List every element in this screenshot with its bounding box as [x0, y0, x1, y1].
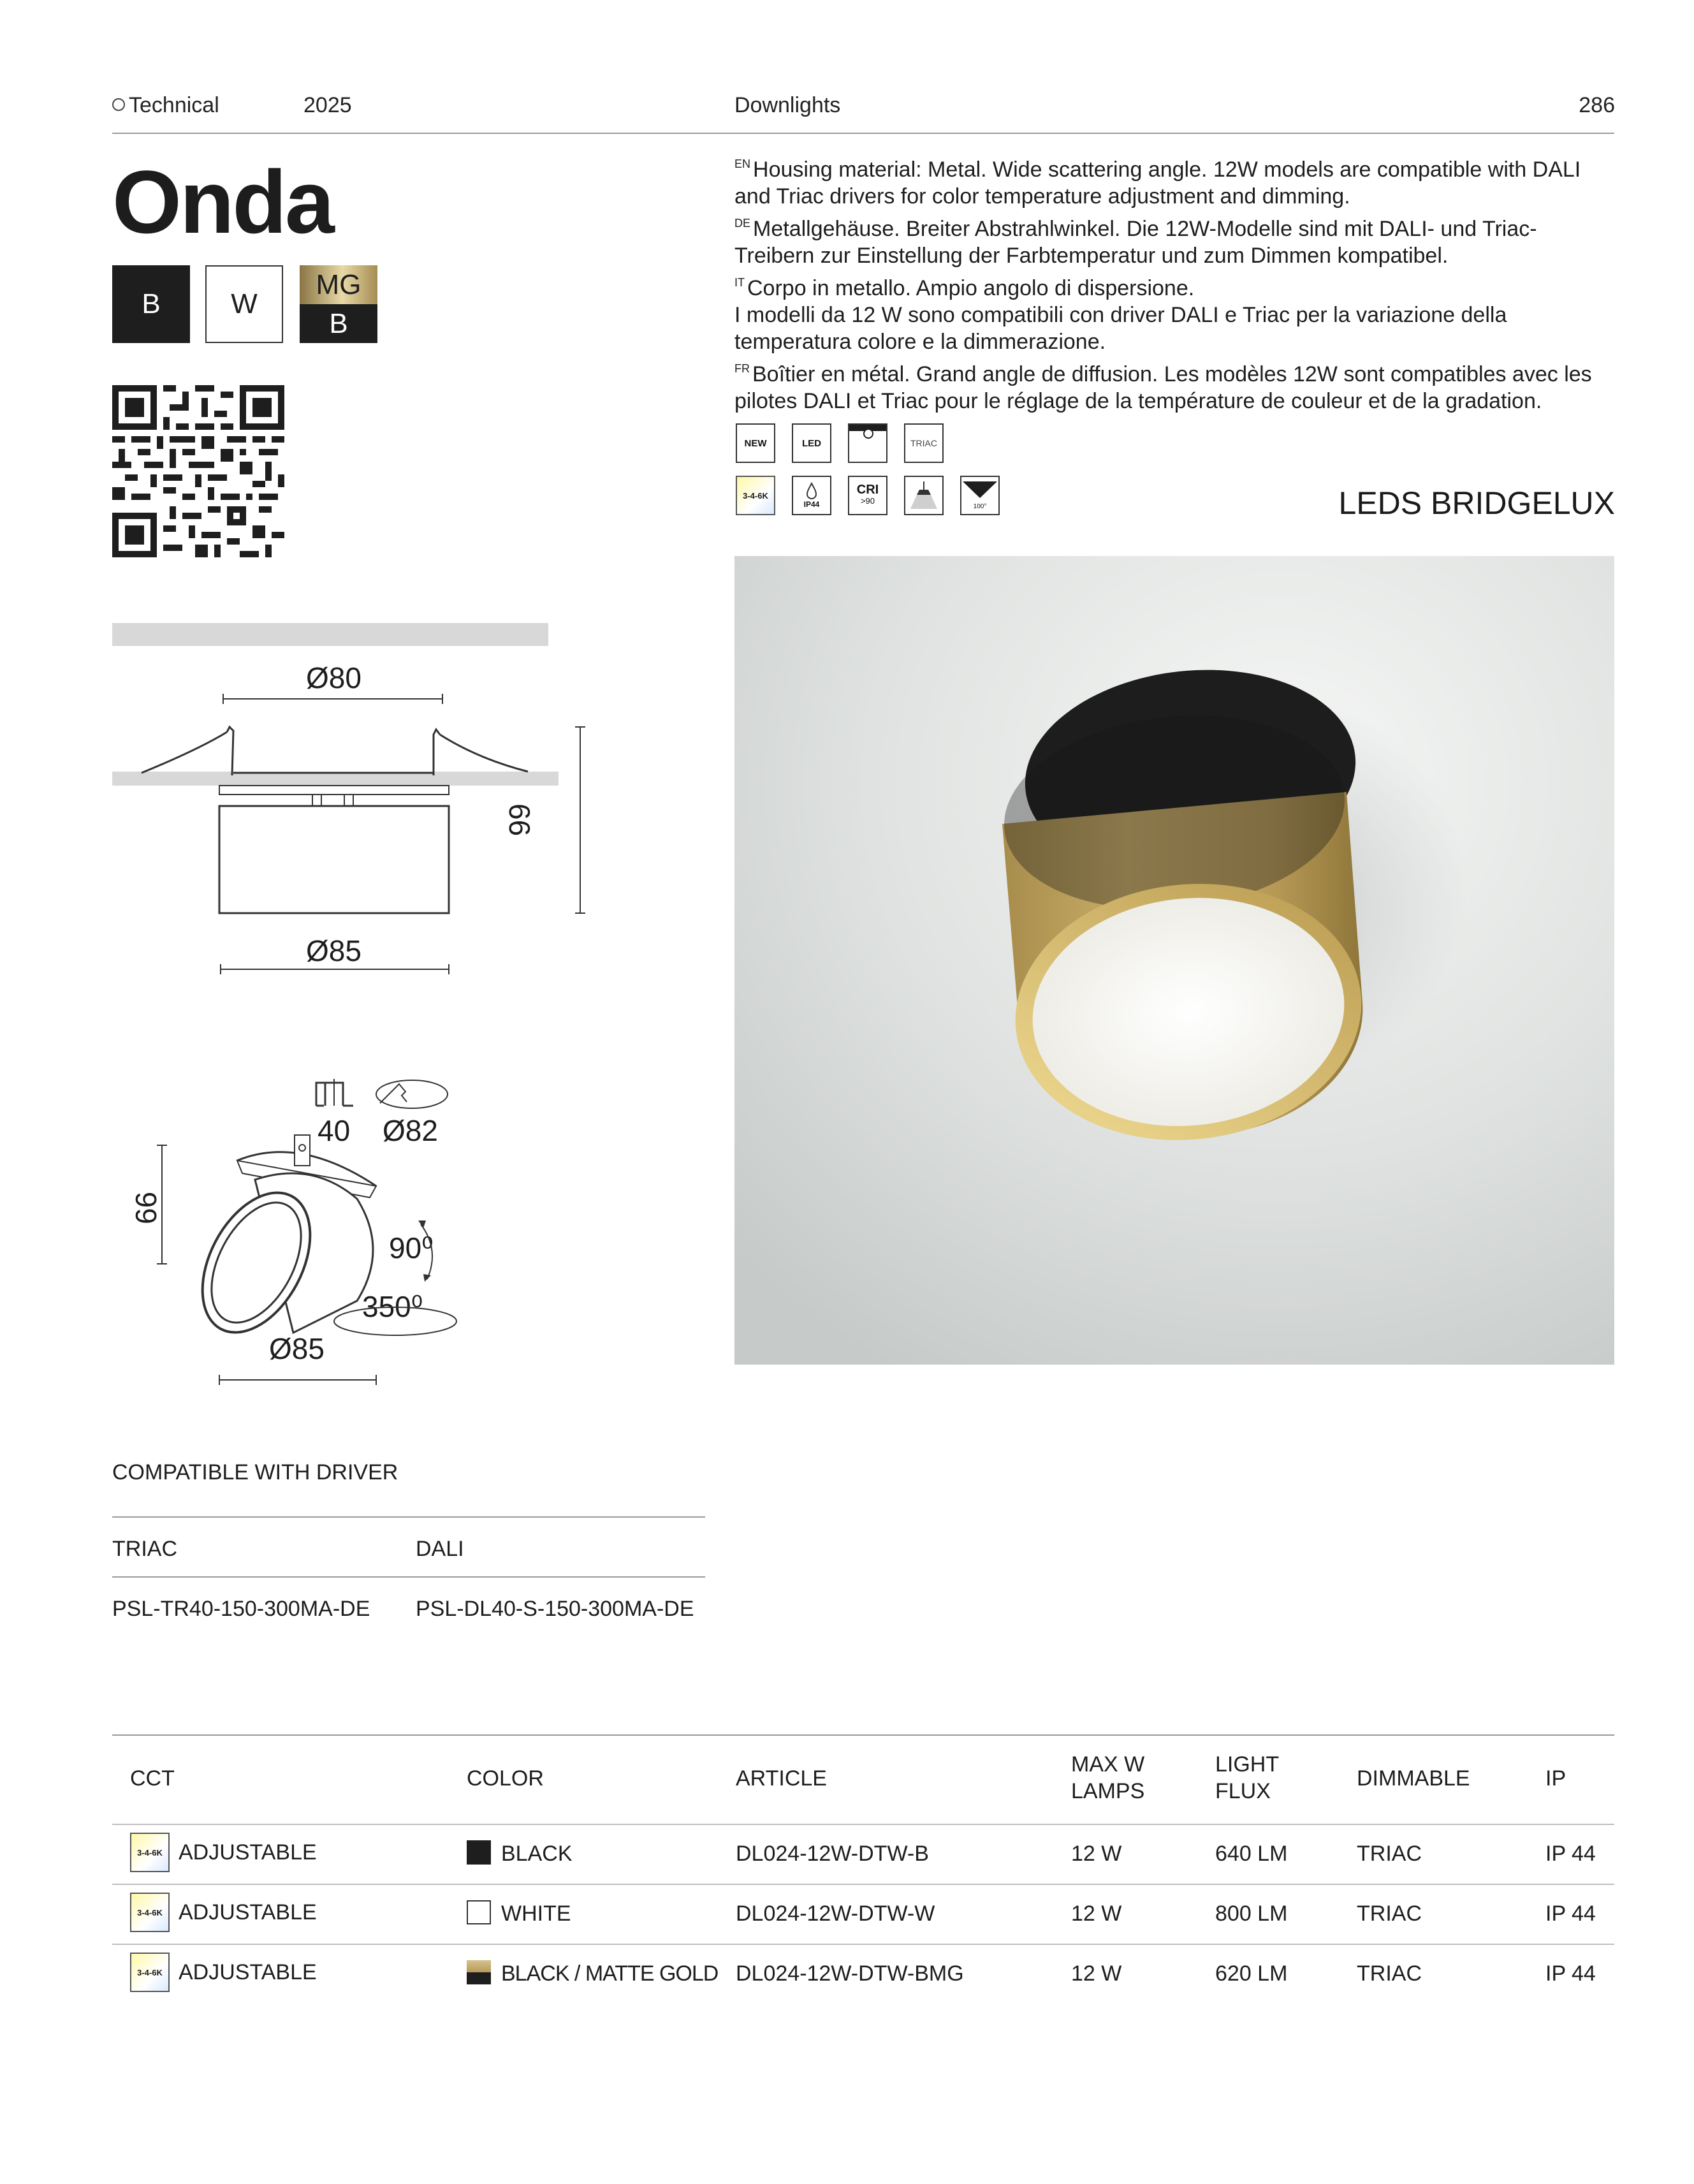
description-de: $^{DE}$ Metallgehäuse. Breiter Abstrahlwinkel. Die 12W-Modelle sind mit DALI- und Triac-Treibern zur Einstellung der Farbtemperatur und zum Dimmen kompatibel.: [734, 217, 1537, 268]
led-badge-icon: LED: [792, 423, 831, 463]
color-swatch-white: [467, 1900, 491, 1924]
swatch-black-half: B: [300, 304, 377, 343]
row-cct-icon: 3-4-6K: [130, 1953, 170, 1992]
qr-code[interactable]: [112, 385, 284, 557]
row-cct-icon: 3-4-6K: [130, 1833, 170, 1872]
dimension-height: 66: [503, 803, 536, 837]
swatch-black[interactable]: B: [112, 265, 190, 343]
water-drop-icon: [805, 482, 818, 500]
row-flux: 620 LM: [1215, 1961, 1288, 1986]
table-row-rule: [112, 1884, 1614, 1885]
row-watt: 12 W: [1071, 1842, 1122, 1866]
product-photo: [734, 556, 1614, 1365]
color-swatch-black-gold: [467, 1960, 491, 1984]
row-watt: 12 W: [1071, 1961, 1122, 1986]
table-rule-top: [112, 1734, 1614, 1736]
dimension-rotation: 350⁰: [362, 1290, 423, 1323]
category: Downlights: [734, 93, 841, 117]
driver-triac-model: PSL-TR40-150-300MA-DE: [112, 1597, 370, 1621]
row-cct: ADJUSTABLE: [179, 1840, 317, 1865]
row-ip: IP 44: [1545, 1902, 1596, 1926]
row-color: BLACK / MATTE GOLD: [501, 1961, 719, 1986]
description-en: $^{EN}$ Housing material: Metal. Wide scattering angle. 12W models are compatible with DALI and Triac drivers for color temperature adjustment and dimming.: [734, 158, 1581, 209]
beam-shape: [963, 481, 997, 503]
row-dimmable: TRIAC: [1357, 1961, 1422, 1986]
beam-angle-icon: 100°: [960, 476, 1000, 515]
row-cct-icon: 3-4-6K: [130, 1893, 170, 1932]
row-color: BLACK: [501, 1842, 573, 1866]
drivers-rule-2: [112, 1576, 705, 1578]
recessed-dot: [863, 429, 873, 439]
dimension-cutout: Ø82: [383, 1114, 438, 1147]
swatch-white[interactable]: W: [205, 265, 283, 343]
triac-badge-icon: TRIAC: [904, 423, 944, 463]
row-flux: 640 LM: [1215, 1842, 1288, 1866]
th-light-flux: LIGHT FLUX: [1215, 1752, 1280, 1803]
year: 2025: [303, 93, 352, 117]
circle-icon: [112, 98, 125, 111]
drivers-title: COMPATIBLE WITH DRIVER: [112, 1460, 398, 1484]
row-cct: ADJUSTABLE: [179, 1960, 317, 1984]
color-swatch-black: [467, 1840, 491, 1865]
th-cct: CCT: [130, 1766, 175, 1791]
th-article: ARTICLE: [736, 1766, 827, 1791]
header-rule: [112, 133, 1614, 134]
drivers-col-triac: TRIAC: [112, 1537, 177, 1561]
downlight-render: [734, 556, 1614, 1365]
row-dimmable: TRIAC: [1357, 1902, 1422, 1926]
ceiling-bar: [112, 623, 548, 646]
dimension-depth: 40: [318, 1114, 351, 1147]
dimension-top-width: Ø80: [306, 661, 361, 694]
row-cct: ADJUSTABLE: [179, 1900, 317, 1924]
row-dimmable: TRIAC: [1357, 1842, 1422, 1866]
th-color: COLOR: [467, 1766, 544, 1791]
drivers-rule-1: [112, 1516, 705, 1518]
cri-badge-icon: CRI >90: [848, 476, 887, 515]
depth-icon: [315, 1078, 354, 1107]
cutout-icon: [374, 1078, 450, 1111]
section-label: Technical: [112, 93, 219, 118]
pendant-lamp-icon: [904, 476, 944, 515]
swatch-gold-half: MG: [300, 265, 377, 304]
ip44-badge-icon: IP44: [792, 476, 831, 515]
side-view-drawing: [108, 689, 606, 982]
row-ip: IP 44: [1545, 1961, 1596, 1986]
dimension-bottom-width: Ø85: [306, 934, 361, 967]
cct-badge-icon: 3-4-6K: [736, 476, 775, 515]
row-color: WHITE: [501, 1902, 571, 1926]
recessed-mount-icon: [848, 423, 887, 463]
driver-dali-model: PSL-DL40-S-150-300MA-DE: [416, 1597, 694, 1621]
brand-note: LEDS BRIDGELUX: [1338, 485, 1615, 521]
drivers-col-dali: DALI: [416, 1537, 464, 1561]
dimension-bottom-width-2: Ø85: [269, 1332, 325, 1365]
row-article[interactable]: DL024-12W-DTW-W: [736, 1902, 935, 1926]
description: [734, 150, 1614, 414]
row-article[interactable]: DL024-12W-DTW-BMG: [736, 1961, 964, 1986]
dimension-tilt: 90⁰: [389, 1231, 434, 1264]
description-it-2: I modelli da 12 W sono compatibili con driver DALI e Triac per la variazione della temperatura colore e la dimmerazione.: [734, 303, 1507, 354]
description-fr: $^{FR}$ Boîtier en métal. Grand angle de diffusion. Les modèles 12W sont compatibles avec les pilotes DALI et Triac pour le réglage de la température de couleur et de la gradation.: [734, 362, 1592, 413]
lamp-shape: [908, 480, 940, 511]
row-watt: 12 W: [1071, 1902, 1122, 1926]
row-article[interactable]: DL024-12W-DTW-B: [736, 1842, 929, 1866]
tilt-view-drawing: [147, 1122, 465, 1390]
th-max-w: MAX W LAMPS: [1071, 1752, 1145, 1803]
th-ip: IP: [1545, 1766, 1566, 1791]
table-rule-header: [112, 1824, 1614, 1825]
row-flux: 800 LM: [1215, 1902, 1288, 1926]
product-title: Onda: [112, 152, 333, 252]
row-ip: IP 44: [1545, 1842, 1596, 1866]
new-badge-icon: NEW: [736, 423, 775, 463]
dimension-height-2: 66: [129, 1191, 163, 1224]
swatch-matte-gold-black[interactable]: [300, 265, 377, 343]
page-number: 286: [1579, 93, 1615, 117]
th-dimmable: DIMMABLE: [1357, 1766, 1470, 1791]
description-it: $^{IT}$ Corpo in metallo. Ampio angolo di dispersione.: [734, 276, 1195, 300]
table-row-rule: [112, 1944, 1614, 1945]
